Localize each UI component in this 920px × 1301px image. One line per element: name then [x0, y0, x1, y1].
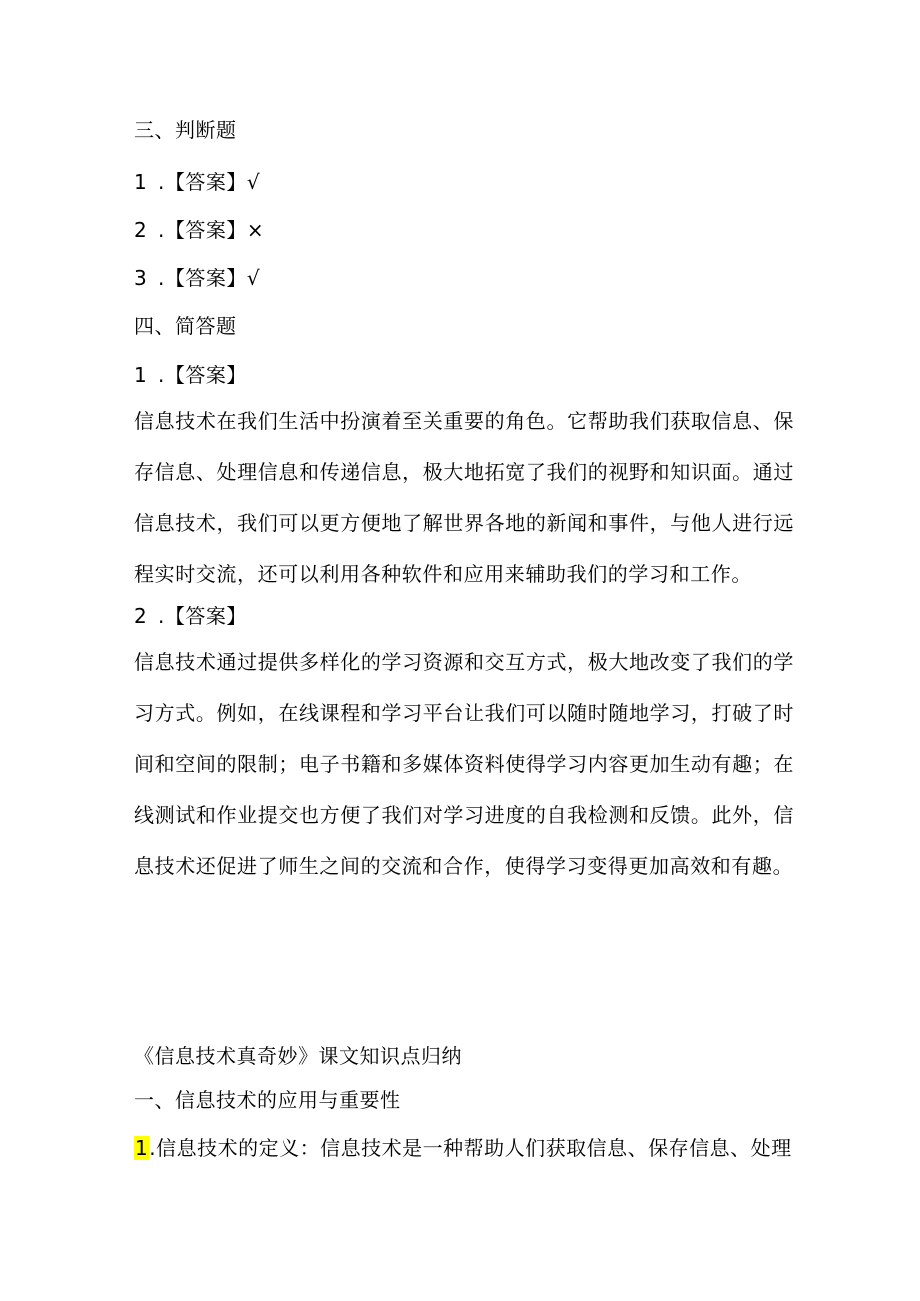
summary-heading-1: 一、信息技术的应用与重要性: [134, 1088, 401, 1112]
answer-text: .【答案】√: [158, 266, 261, 290]
answer-label: .【答案】: [158, 363, 247, 387]
judgement-answer-3: [134, 264, 260, 292]
answer-text: .【答案】√: [158, 170, 261, 194]
short-answer-1-label: [134, 361, 247, 389]
judgement-answer-2: [134, 216, 264, 244]
item-number: 1: [134, 363, 148, 387]
section-4-heading: 四、简答题: [134, 314, 237, 338]
summary-item-1: [134, 1134, 792, 1162]
summary-title: 《信息技术真奇妙》课文知识点归纳: [134, 1044, 462, 1068]
section-3-heading: 三、判断题: [134, 118, 237, 142]
short-answer-1-text: 信息技术在我们生活中扮演着至关重要的角色。它帮助我们获取信息、保存信息、处理信息和传递信息，极大地拓宽了我们的视野和知识面。通过信息技术，我们可以更方便地了解世界各地的新闻和事件，与他人进行远程实时交流，还可以利用各种软件和应用来辅助我们的学习和工作。: [134, 409, 794, 586]
short-answer-2-label: [134, 602, 247, 630]
item-number: 3: [134, 266, 148, 290]
item-number: 2: [134, 604, 148, 628]
summary-item-text: .信息技术的定义：信息技术是一种帮助人们获取信息、保存信息、处理: [149, 1136, 792, 1160]
answer-label: .【答案】: [158, 604, 247, 628]
item-number: 2: [134, 218, 148, 242]
judgement-answer-1: [134, 168, 260, 196]
item-number: 1: [134, 170, 148, 194]
answer-text: .【答案】×: [158, 218, 265, 242]
highlighted-number: 1: [135, 1136, 149, 1160]
short-answer-2-text: 信息技术通过提供多样化的学习资源和交互方式，极大地改变了我们的学习方式。例如，在线课程和学习平台让我们可以随时随地学习，打破了时间和空间的限制；电子书籍和多媒体资料使得学习内容更加生动有趣；在线测试和作业提交也方便了我们对学习进度的自我检测和反馈。此外，信息技术还促进了师生之间的交流和合作，使得学习变得更加高效和有趣。: [134, 650, 794, 878]
